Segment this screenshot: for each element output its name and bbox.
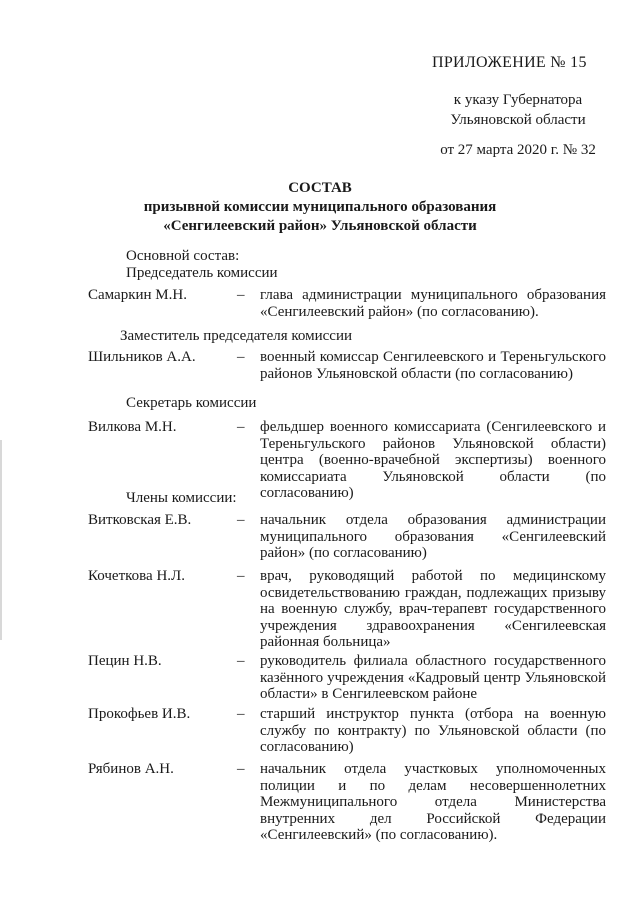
dash: – — [237, 287, 245, 303]
dash: – — [237, 706, 245, 722]
section-deputy: Заместитель председателя комиссии — [120, 328, 353, 344]
decree-ref-line2: Ульяновской области — [450, 112, 586, 128]
scan-edge-shadow — [0, 440, 2, 640]
person-role: руководитель филиала областного государственного казённого учреждения «Кадровый центр Ульяновской области» в Сенгилеевском районе — [260, 653, 606, 703]
person-name: Пецин Н.В. — [88, 653, 162, 669]
person-role: глава администрации муниципального образования «Сенгилеевский район» (по согласованию). — [260, 287, 606, 320]
decree-date: от 27 марта 2020 г. № 32 — [440, 142, 596, 158]
person-role: фельдшер военного комиссариата (Сенгилеевского и Тереньгульского районов Ульяновской области) центра (военно-врачебной экспертизы) военного комиссариата Ульяновской области (по согласованию) — [260, 419, 606, 502]
dash: – — [237, 761, 245, 777]
dash: – — [237, 568, 245, 584]
dash: – — [237, 349, 245, 365]
decree-ref-line1: к указу Губернатора — [453, 92, 583, 108]
person-name: Самаркин М.Н. — [88, 287, 187, 303]
section-main: Основной состав: — [126, 248, 240, 264]
section-members: Члены комиссии: — [126, 490, 237, 506]
person-role: начальник отдела участковых уполномоченных полиции и по делам несовершеннолетних Межмуниципального отдела Министерства внутренних дел Российской Федерации «Сенгилеевский» (по согласованию). — [260, 761, 606, 844]
person-role: военный комиссар Сенгилеевского и Тереньгульского районов Ульяновской области (по согласованию) — [260, 349, 606, 382]
person-role: начальник отдела образования администрации муниципального образования «Сенгилеевский район» (по согласованию) — [260, 512, 606, 562]
document-title: СОСТАВ — [288, 180, 352, 196]
document-subtitle-1: призывной комиссии муниципального образования — [143, 199, 497, 215]
person-role: врач, руководящий работой по медицинскому освидетельствованию граждан, подлежащих призыву на военную службу, врач-терапевт государственного учреждения здравоохранения «Сенгилеевская районная больница» — [260, 568, 606, 651]
dash: – — [237, 653, 245, 669]
person-name: Рябинов А.Н. — [88, 761, 174, 777]
dash: – — [237, 419, 245, 435]
person-name: Вилкова М.Н. — [88, 419, 177, 435]
document-subtitle-2: «Сенгилеевский район» Ульяновской области — [163, 218, 477, 234]
person-name: Прокофьев И.В. — [88, 706, 191, 722]
person-name: Витковская Е.В. — [88, 512, 192, 528]
annex-number: ПРИЛОЖЕНИЕ № 15 — [432, 54, 587, 71]
person-role: старший инструктор пункта (отбора на военную службу по контракту) по Ульяновской области (по согласованию) — [260, 706, 606, 756]
person-name: Шильников А.А. — [88, 349, 196, 365]
section-secretary: Секретарь комиссии — [126, 395, 257, 411]
section-chair: Председатель комиссии — [126, 265, 278, 281]
dash: – — [237, 512, 245, 528]
person-name: Кочеткова Н.Л. — [88, 568, 185, 584]
